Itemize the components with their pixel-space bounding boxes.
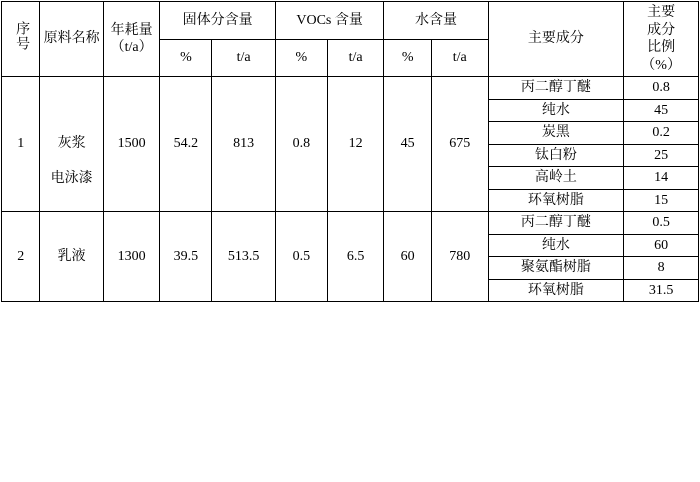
materials-table	[1, 1, 699, 302]
header-ratio-line1: 主要	[647, 5, 676, 20]
header-annual-usage-line2: （t/a）	[110, 40, 153, 55]
cell-component-ratio: 45	[624, 99, 699, 122]
cell-solid-percent: 54.2	[160, 77, 212, 212]
header-seq-label: 序号	[14, 21, 30, 52]
cell-component-ratio: 25	[624, 144, 699, 167]
cell-solid-ta: 813	[212, 77, 275, 212]
header-main-component-ratio	[624, 2, 699, 77]
document-page	[0, 1, 700, 482]
cell-seq: 1	[2, 77, 40, 212]
header-vocs-ta: t/a	[327, 39, 384, 77]
header-solid-ta: t/a	[212, 39, 275, 77]
header-main-component: 主要成分	[488, 2, 624, 77]
cell-water-percent: 45	[384, 77, 432, 212]
header-row-1	[2, 2, 699, 40]
material-group-label-text: 电泳漆	[50, 171, 93, 186]
cell-component-ratio: 14	[624, 167, 699, 190]
cell-component-name: 聚氨酯树脂	[488, 257, 624, 280]
header-annual-usage-line1: 年耗量	[110, 22, 153, 38]
cell-component-ratio: 0.8	[624, 77, 699, 100]
cell-component-ratio: 60	[624, 234, 699, 257]
cell-component-ratio: 0.2	[624, 122, 699, 145]
cell-component-name: 丙二醇丁醚	[488, 212, 624, 235]
cell-water-percent: 60	[384, 212, 432, 302]
header-vocs-content: VOCs 含量	[275, 2, 384, 40]
cell-vocs-percent: 0.8	[275, 77, 327, 212]
cell-component-name: 纯水	[488, 234, 624, 257]
cell-component-ratio: 0.5	[624, 212, 699, 235]
cell-annual-usage: 1500	[103, 77, 160, 212]
cell-solid-ta: 513.5	[212, 212, 275, 302]
cell-material-name: 灰浆	[40, 77, 103, 212]
header-material-name: 原料名称	[40, 2, 103, 77]
table-row	[2, 212, 699, 235]
table-row	[2, 77, 699, 100]
cell-water-ta: 780	[431, 212, 488, 302]
cell-material-name: 乳液	[40, 212, 103, 302]
cell-component-name: 纯水	[488, 99, 624, 122]
cell-component-name: 高岭土	[488, 167, 624, 190]
cell-annual-usage: 1300	[103, 212, 160, 302]
cell-component-ratio: 8	[624, 257, 699, 280]
cell-component-name: 炭黑	[488, 122, 624, 145]
cell-component-ratio: 31.5	[624, 279, 699, 302]
cell-component-name: 环氧树脂	[488, 189, 624, 212]
cell-seq: 2	[2, 212, 40, 302]
header-vocs-percent: %	[275, 39, 327, 77]
header-solid-content: 固体分含量	[160, 2, 275, 40]
cell-water-ta: 675	[431, 77, 488, 212]
cell-solid-percent: 39.5	[160, 212, 212, 302]
header-water-content: 水含量	[384, 2, 488, 40]
cell-component-ratio: 15	[624, 189, 699, 212]
cell-vocs-percent: 0.5	[275, 212, 327, 302]
header-annual-usage	[103, 2, 160, 77]
cell-vocs-ta: 12	[327, 77, 384, 212]
header-water-percent: %	[384, 39, 432, 77]
cell-vocs-ta: 6.5	[327, 212, 384, 302]
header-ratio-line2: 成分	[647, 22, 676, 38]
table-body	[2, 77, 699, 302]
cell-component-name: 环氧树脂	[488, 279, 624, 302]
header-ratio-line4: （%）	[641, 57, 681, 73]
header-water-ta: t/a	[431, 39, 488, 77]
table-header	[2, 2, 699, 77]
cell-component-name: 钛白粉	[488, 144, 624, 167]
cell-component-name: 丙二醇丁醚	[488, 77, 624, 100]
header-solid-percent: %	[160, 39, 212, 77]
header-ratio-line3: 比例	[647, 40, 676, 55]
header-seq	[2, 2, 40, 77]
